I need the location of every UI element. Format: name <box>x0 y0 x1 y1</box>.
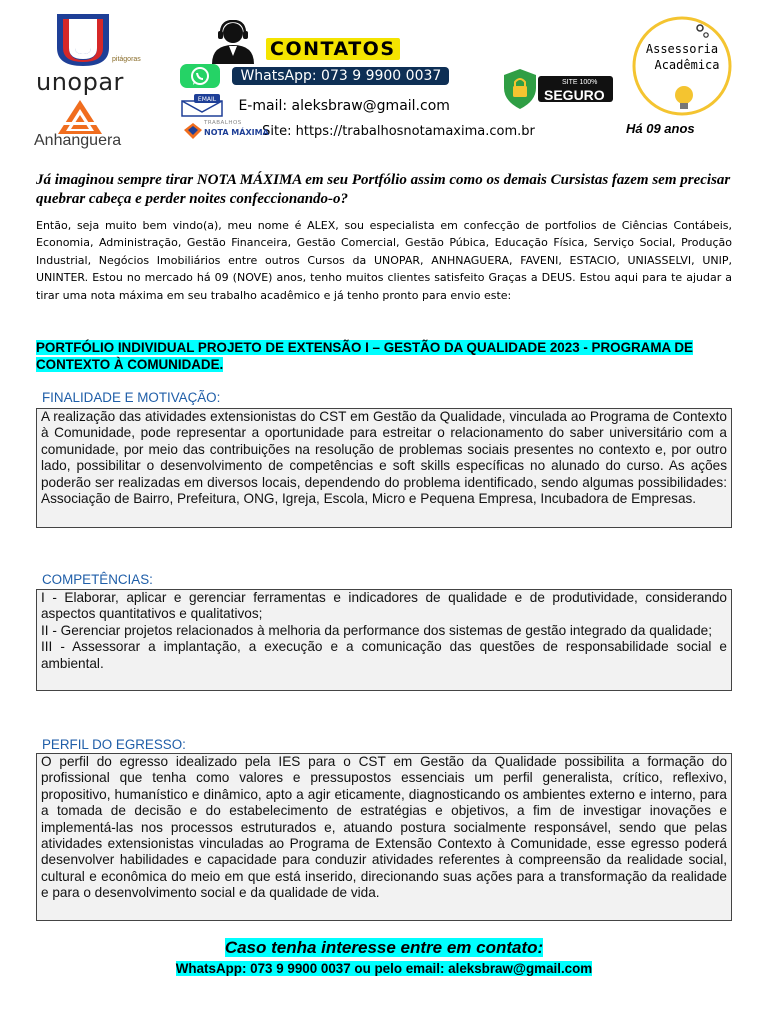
email-label: E-mail: aleksbraw@gmail.com <box>238 98 450 114</box>
intro-body: Então, seja muito bem vindo(a), meu nome é ALEX, sou especialista em confecção de portfolios de Ciências Contábeis, Economia, Administração, Gestão Financeira, Gestão Comercial, Gestão Púbica, Educação Física, Serviço Social, Produção Industrial, Negócios Imobiliários entre outros Cursos da UNOPAR, ANHNAGUERA, FAVENI, ESTACIO, UNIASSELVI, UNIP, UNINTER. Estou no mercado há 09 (NOVE) anos, tenho muitos clientes satisfeito Graças a DEUS. Estou aqui para te ajudar a tirar uma nota máxima em seu trabalho acadêmico e já tenho pronto para envio este: <box>36 219 732 302</box>
competencias-box <box>36 589 732 691</box>
whatsapp-row <box>180 64 449 88</box>
svg-text:EMAIL: EMAIL <box>197 96 217 103</box>
finalidade-text: A realização das atividades extensionistas do CST em Gestão da Qualidade, vinculada ao Programa de Contexto à Comunidade, pode representar a oportunidade para estreitar o relacionamento do saber universitário com a comunidade, por meio das contribuições na resolução de problemas sociais presentes no contexto e, por outro lado, possibilitar o desenvolvimento de competências e soft skills específicas no alunado do curso. As ações poderão ser realizadas em diversos locais, dependendo do problema identificado, sendo algumas possibilidades: Associação de Bairro, Prefeitura, ONG, Igreja, Escola, Micro e Pequena Empresa, Incubadora de Empresas. <box>41 409 727 507</box>
email-row <box>180 94 450 118</box>
perfil-text: O perfil do egresso idealizado pela IES para o CST em Gestão da Qualidade possibilita a formação do profissional que tenha como valores e pressupostos essenciais um perfil generalista, crítico, reflexivo, propositivo, humanístico e dinâmico, apto a agir eticamente, diagnosticando os ambientes externo e interno, para a tomada de decisão e do estabelecimento de estratégias e objetivos, a fim de investigar inovações e implementá-las nos processos estruturados e, atuando postura socialmente responsável, sendo que pelas atividades extensionistas vinculadas ao Programa de Extensão Contexto à Comunidade, esse egresso poderá desenvolver habilidades e capacidade para conduzir atividades referentes à compreensão da realidade social, cultural e econômica do meio em que está inserido, direcionando suas ações para a transformação da realidade e para o desenvolvimento social e da qualidade de vida. <box>41 754 727 901</box>
portfolio-title <box>36 339 732 373</box>
assessoria-logo <box>632 14 732 118</box>
site-row <box>182 120 535 142</box>
unopar-logo-icon <box>55 12 111 68</box>
assessoria-line2: Acadêmica <box>654 58 720 72</box>
contacts-block <box>180 16 535 146</box>
perfil-box <box>36 753 732 921</box>
perfil-title: PERFIL DO EGRESSO: <box>42 737 186 752</box>
assessoria-line1: Assessoria <box>645 42 719 56</box>
anhanguera-wordmark: Anhanguera <box>34 132 122 149</box>
secure-top-label: SITE 100% <box>562 79 598 86</box>
competencia-item: III - Assessorar a implantação, a execução e a comunicação das questões de responsabilidade social e ambiental. <box>41 639 727 671</box>
site-link[interactable]: Site: https://trabalhosnotamaxima.com.br <box>262 123 535 139</box>
finalidade-title: FINALIDADE E MOTIVAÇÃO: <box>42 390 221 405</box>
pitagoras-label: pitágoras <box>112 56 141 63</box>
intro-headline: Já imaginou sempre tirar NOTA MÁXIMA em seu Portfólio assim como os demais Cursistas fazem sem precisar quebrar cabeça e perder noites confeccionando-o? <box>36 172 731 207</box>
competencia-item: II - Gerenciar projetos relacionados à melhoria da performance dos sistemas de gestão integrado da qualidade; <box>41 622 713 638</box>
whatsapp-icon <box>180 64 220 88</box>
competencia-item: I - Elaborar, aplicar e gerenciar ferramentas e indicadores de qualidade e de produtividade, considerando aspectos quantitativos e qualitativos; <box>41 590 727 622</box>
portfolio-title-text: PORTFÓLIO INDIVIDUAL PROJETO DE EXTENSÃO I – GESTÃO DA QUALIDADE 2023 - PROGRAMA DE CONTEXTO À COMUNIDADE. <box>36 340 693 372</box>
nota-maxima-small: TRABALHOS <box>204 120 242 126</box>
nota-maxima-label: NOTA MÁXIMA <box>204 128 269 137</box>
finalidade-box <box>36 408 732 528</box>
contact-details <box>0 961 768 976</box>
competencias-title: COMPETÊNCIAS: <box>42 572 153 587</box>
contact-details-text: WhatsApp: 073 9 9900 0037 ou pelo email: aleksbraw@gmail.com <box>175 961 593 976</box>
email-envelope-icon <box>180 94 226 118</box>
anhanguera-logo-icon <box>58 100 102 134</box>
unopar-wordmark: unopar <box>36 68 124 96</box>
years-in-market: Há 09 anos <box>626 121 695 136</box>
contact-cta-text: Caso tenha interesse entre em contato: <box>224 938 544 957</box>
contacts-title: CONTATOS <box>266 38 400 60</box>
secure-main-label: SEGURO <box>544 87 605 103</box>
whatsapp-label: WhatsApp: 073 9 9900 0037 <box>232 67 449 85</box>
nota-maxima-icon <box>182 120 269 142</box>
secure-site-badge <box>502 68 614 110</box>
contact-cta <box>0 938 768 958</box>
person-headset-icon <box>208 20 258 64</box>
